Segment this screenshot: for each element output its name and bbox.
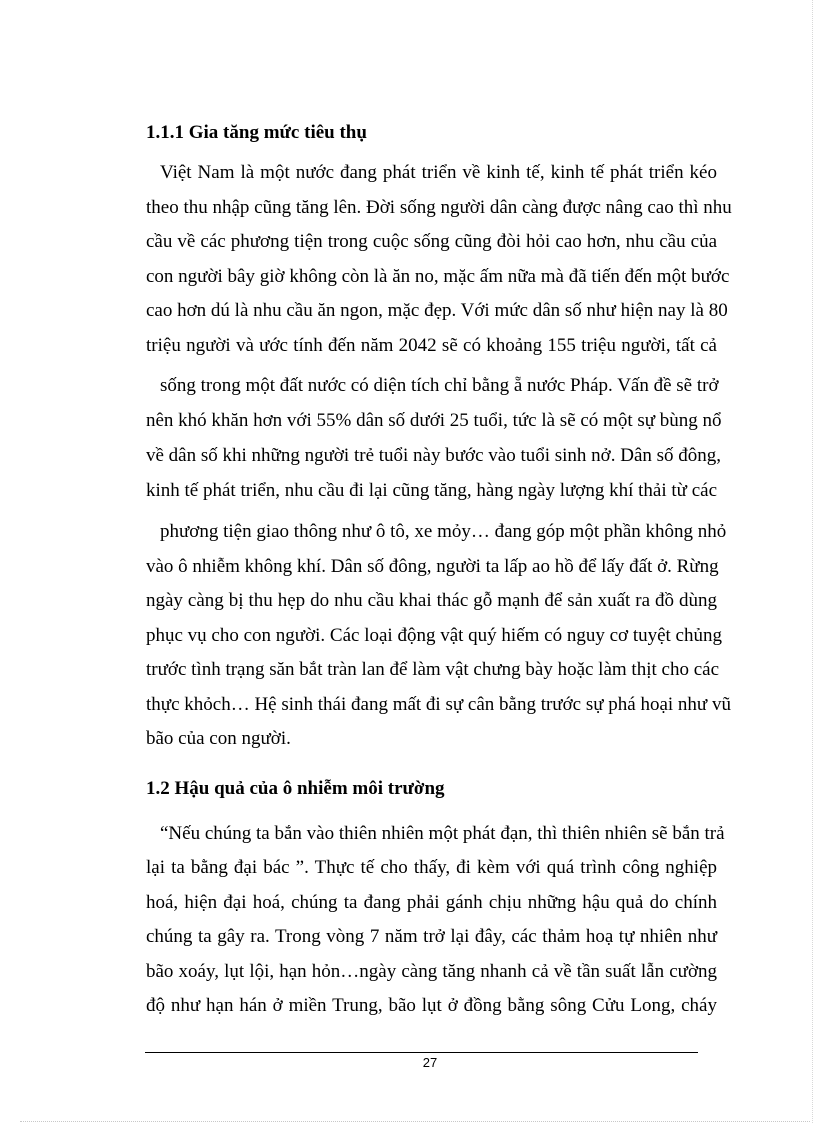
page-edge-bottom xyxy=(20,1121,810,1122)
paragraph-line: cao hơn dú là nhu cầu ăn ngon, mặc đẹp. Với mức dân số như hiện nay là 80 xyxy=(146,300,728,321)
paragraph-line: con người bây giờ không còn là ăn no, mặc ấm nữa mà đã tiến đến một bước xyxy=(146,266,730,287)
paragraph-line: bão của con người. xyxy=(146,728,291,749)
paragraph-line: theo thu nhập cũng tăng lên. Đời sống người dân càng được nâng cao thì nhu xyxy=(146,197,732,218)
paragraph-line: ngày càng bị thu hẹp do nhu cầu khai thác gỗ mạnh để sản xuất ra đồ dùng xyxy=(146,590,717,611)
paragraph-line: chúng ta gây ra. Trong vòng 7 năm trở lại đây, các thảm hoạ tự nhiên như xyxy=(146,926,717,947)
page-edge-right xyxy=(812,0,813,1123)
section-heading-1-1-1: 1.1.1 Gia tăng mức tiêu thụ xyxy=(146,122,367,143)
paragraph-line: độ như hạn hán ở miền Trung, bão lụt ở đồng bằng sông Cửu Long, cháy xyxy=(146,995,717,1016)
paragraph-line: vào ô nhiễm không khí. Dân số đông, người ta lấp ao hồ để lấy đất ở. Rừng xyxy=(146,556,719,577)
paragraph-line: thực khỏch… Hệ sinh thái đang mất đi sự cân bằng trước sự phá hoại như vũ xyxy=(146,694,731,715)
paragraph-line: kinh tế phát triển, nhu cầu đi lại cũng tăng, hàng ngày lượng khí thải từ các xyxy=(146,480,717,501)
paragraph-line: phương tiện giao thông như ô tô, xe mỏy… đang góp một phần không nhỏ xyxy=(160,521,727,542)
paragraph-line: trước tình trạng săn bắt tràn lan để làm vật chưng bày hoặc làm thịt cho các xyxy=(146,659,719,680)
footer-rule xyxy=(145,1052,698,1053)
paragraph-line: bão xoáy, lụt lội, hạn hỏn…ngày càng tăng nhanh cả về tần suất lẫn cường xyxy=(146,961,717,982)
paragraph-line: “Nếu chúng ta bắn vào thiên nhiên một phát đạn, thì thiên nhiên sẽ bắn trả xyxy=(160,823,725,844)
paragraph-line: cầu về các phương tiện trong cuộc sống cũng đòi hỏi cao hơn, nhu cầu của xyxy=(146,231,717,252)
paragraph-line: phục vụ cho con người. Các loại động vật quý hiếm có nguy cơ tuyệt chủng xyxy=(146,625,722,646)
paragraph-line: Việt Nam là một nước đang phát triển về kinh tế, kinh tế phát triển kéo xyxy=(160,162,717,183)
paragraph-line: về dân số khi những người trẻ tuổi này bước vào tuổi sinh nở. Dân số đông, xyxy=(146,445,722,466)
paragraph-line: hoá, hiện đại hoá, chúng ta đang phải gánh chịu những hậu quả do chính xyxy=(146,892,717,913)
paragraph-line: lại ta bằng đại bác ”. Thực tế cho thấy, đi kèm với quá trình công nghiệp xyxy=(146,857,717,878)
section-heading-1-2: 1.2 Hậu quả của ô nhiễm môi trường xyxy=(146,778,445,799)
paragraph-line: triệu người và ước tính đến năm 2042 sẽ có khoảng 155 triệu người, tất cả xyxy=(146,335,717,356)
paragraph-line: sống trong một đất nước có diện tích chỉ bằng ẵ nước Pháp. Vấn đề sẽ trở xyxy=(160,375,719,396)
page-number: 27 xyxy=(422,1055,438,1070)
paragraph-line: nên khó khăn hơn với 55% dân số dưới 25 tuổi, tức là sẽ có một sự bùng nổ xyxy=(146,410,722,431)
